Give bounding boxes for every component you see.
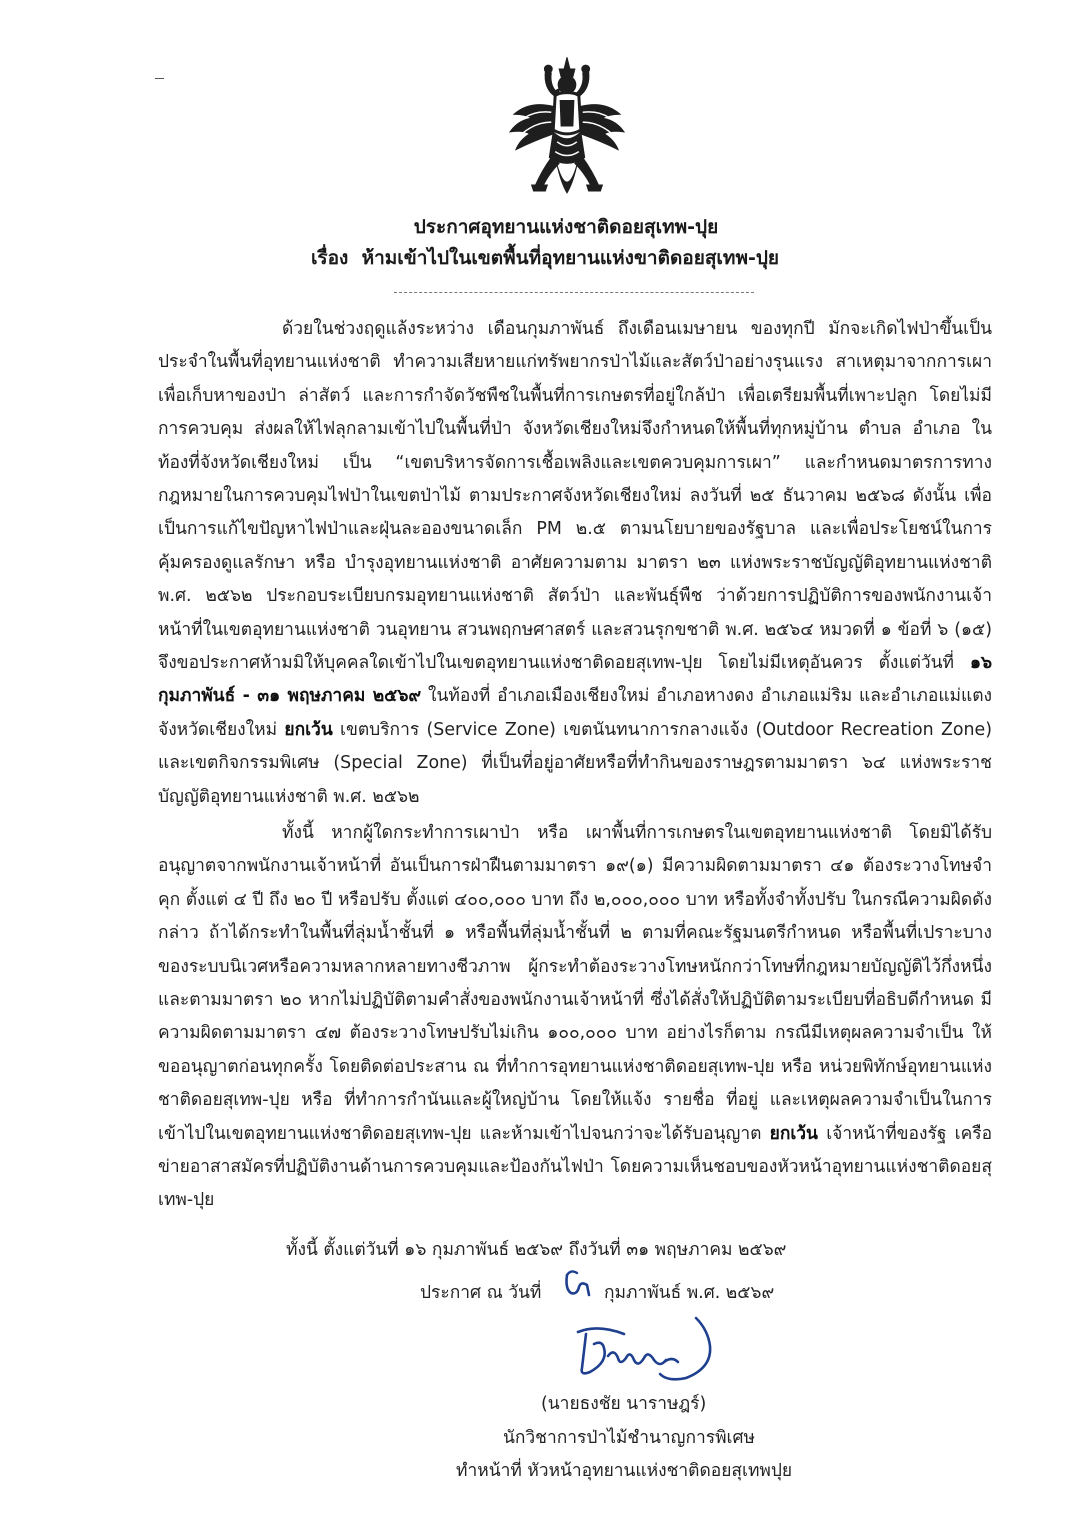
announcement-date-prefix: ประกาศ ณ วันที่: [420, 1283, 542, 1303]
exception-label-2: ยกเว้น: [769, 1123, 818, 1144]
signature-icon: [568, 1310, 728, 1385]
title-divider: [394, 292, 754, 293]
exception-label-1: ยกเว้น: [284, 719, 333, 740]
p1-text-a: ด้วยในช่วงฤดูแล้งระหว่าง เดือนกุมภาพันธ์ ถึงเดือนเมษายน ของทุกปี มักจะเกิดไฟป่าขึ้นเป็นประจำในพื้นที่อุทยานแห่งชาติ ทำความเสียหายแก่ทรัพยากรป่าไม้และสัตว์ป่าอย่างรุนแรง สาเหตุมาจากการเผาเพื่อเก็บหาของป่า ล่าสัตว์ และการกำจัดวัชพืชในพื้นที่การเกษตรที่อยู่ใกล้ป่า เพื่อเตรียมพื้นที่เพาะปลูก โดยไม่มีการควบคุม ส่งผลให้ไฟลุกลามเข้าไปในพื้นที่ป่า จังหวัดเชียงใหม่จึงกำหนดให้พื้นที่ทุกหมู่บ้าน ตำบล อำเภอ ในท้องที่จังหวัดเชียงใหม่ เป็น “เขตบริหารจัดการเชื้อเพลิงและเขตควบคุมการเผา” และกำหนดมาตรการทางกฎหมายในการควบคุมไฟป่าในเขตป่าไม้ ตามประกาศจังหวัดเชียงใหม่ ลงวันที่ ๒๕ ธันวาคม ๒๕๖๘ ดังนั้น เพื่อเป็นการแก้ไขปัญหาไฟป่าและฝุ่นละอองขนาดเล็ก PM ๒.๕ ตามนโยบายของรัฐบาล และเพื่อประโยชน์ในการคุ้มครองดูแลรักษา หรือ บำรุงอุทยานแห่งชาติ อาศัยความตาม มาตรา ๒๓ แห่งพระราชบัญญัติอุทยานแห่งชาติ พ.ศ. ๒๕๖๒ ประกอบระเบียบกรมอุทยานแห่งชาติ สัตว์ป่า และพันธุ์พืช ว่าด้วยการปฏิบัติการของพนักงานเจ้าหน้าที่ในเขตอุทยานแห่งชาติ วนอุทยาน สวนพฤกษศาสตร์ และสวนรุกขชาติ พ.ศ. ๒๕๖๔ หมวดที่ ๑ ข้อที่ ๖ (๑๕) จึงขอประกาศห้ามมิให้บุคคลใดเข้าไปในเขตอุทยานแห่งชาติดอยสุเทพ-ปุย โดยไม่มีเหตุอันควร ตั้งแต่วันที่: [158, 319, 992, 674]
announcement-month-year: กุมภาพันธ์ พ.ศ. ๒๕๖๙: [604, 1283, 775, 1303]
signatory-name: (นายธงชัย นาราษฎร์): [541, 1394, 707, 1414]
subject-text: ห้ามเข้าไปในเขตพื้นที่อุทยานแห่งขาติดอยสุเทพ-ปุย: [361, 247, 780, 269]
p1-text-c: เขตบริการ (Service Zone) เขตนันทนาการกลางแจ้ง (Outdoor Recreation Zone) และเขตกิจกรรมพิเศษ (Special Zone) ที่เป็นที่อยู่อาศัยหรือที่ทำกินของราษฎรตามมาตรา ๖๔ แห่งพระราชบัญญัติอุทยานแห่งชาติ พ.ศ. ๒๕๖๒: [158, 719, 993, 807]
effective-date-range: ทั้งนี้ ตั้งแต่วันที่ ๑๖ กุมภาพันธ์ ๒๕๖๙ ถึงวันที่ ๓๑ พฤษภาคม ๒๕๖๙: [286, 1240, 787, 1260]
p1-text-b: ในท้องที่ อำเภอเมืองเชียงใหม่ อำเภอหางดง อำเภอแม่ริม และอำเภอแม่แตง จังหวัดเชียงใหม่: [158, 686, 992, 740]
document-subject: [0, 243, 1080, 274]
subject-label: เรื่อง: [310, 247, 349, 269]
signatory-position: นักวิชาการป่าไม้ชำนาญการพิเศษ: [503, 1428, 755, 1448]
signatory-acting-role: ทำหน้าที่ หัวหน้าอุทยานแห่งชาติดอยสุเทพปุย: [456, 1461, 793, 1481]
header: [0, 212, 1080, 274]
prohibition-period: ๑๖ กุมภาพันธ์ - ๓๑ พฤษภาคม ๒๕๖๙: [158, 653, 993, 707]
margin-mark: [155, 78, 164, 79]
body-paragraph-2: [158, 817, 992, 1218]
p2-text-b: เจ้าหน้าที่ของรัฐ เครือข่ายอาสาสมัครที่ปฏิบัติงานด้านการควบคุมและป้องกันไฟป่า โดยความเห็นชอบของหัวหน้าอุทยานแห่งชาติดอยสุเทพ-ปุย: [158, 1123, 993, 1211]
body-paragraph-1: [158, 313, 992, 814]
garuda-emblem-icon: [508, 54, 626, 204]
document-title: ประกาศอุทยานแห่งชาติดอยสุเทพ-ปุย: [413, 216, 719, 238]
p2-text-a: ทั้งนี้ หากผู้ใดกระทำการเผาป่า หรือ เผาพื้นที่การเกษตรในเขตอุทยานแห่งชาติ โดยมิได้รับอนุญาตจากพนักงานเจ้าหน้าที่ อันเป็นการฝ่าฝืนตามมาตรา ๑๙(๑) มีความผิดตามมาตรา ๔๑ ต้องระวางโทษจำคุก ตั้งแต่ ๔ ปี ถึง ๒๐ ปี หรือปรับ ตั้งแต่ ๔๐๐,๐๐๐ บาท ถึง ๒,๐๐๐,๐๐๐ บาท หรือทั้งจำทั้งปรับ ในกรณีความผิดดังกล่าว ถ้าได้กระทำในพื้นที่ลุ่มน้ำชั้นที่ ๑ หรือพื้นที่ลุ่มน้ำชั้นที่ ๒ ตามที่คณะรัฐมนตรีกำหนด หรือพื้นที่เปราะบางของระบบนิเวศหรือความหลากหลายทางชีวภาพ ผู้กระทำต้องระวางโทษหนักกว่าโทษที่กฎหมายบัญญัติไว้กึ่งหนึ่ง และตามมาตรา ๒๐ หากไม่ปฏิบัติตามคำสั่งของพนักงานเจ้าหน้าที่ ซึ่งได้สั่งให้ปฏิบัติตามระเบียบที่อธิบดีกำหนด มีความผิดตามมาตรา ๔๗ ต้องระวางโทษปรับไม่เกิน ๑๐๐,๐๐๐ บาท อย่างไรก็ตาม กรณีมีเหตุผลความจำเป็น ให้ขออนุญาตก่อนทุกครั้ง โดยติดต่อประสาน ณ ที่ทำการอุทยานแห่งชาติดอยสุเทพ-ปุย หรือ หน่วยพิทักษ์อุทยานแห่งชาติดอยสุเทพ-ปุย หรือ ที่ทำการกำนันและผู้ใหญ่บ้าน โดยให้แจ้ง รายชื่อ ที่อยู่ และเหตุผลความจำเป็นในการเข้าไปในเขตอุทยานแห่งชาติดอยสุเทพ-ปุย และห้ามเข้าไปจนกว่าจะได้รับอนุญาต: [158, 823, 992, 1144]
handwritten-day-icon: [561, 1265, 595, 1299]
